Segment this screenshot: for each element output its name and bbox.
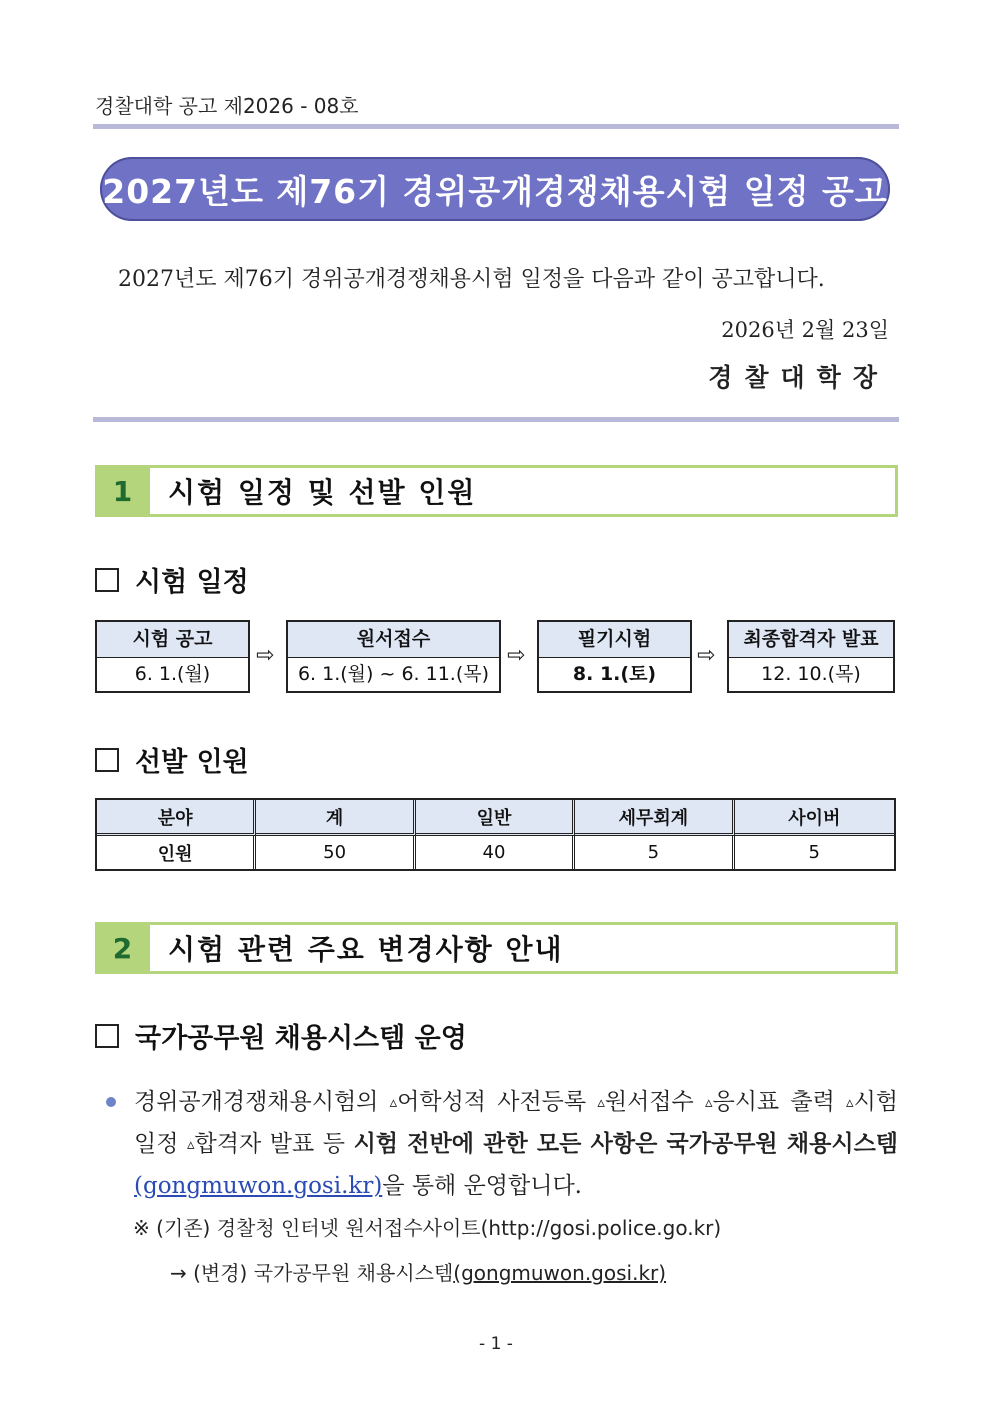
section-1-title: 시험 일정 및 선발 인원: [168, 476, 477, 509]
triangle-icon: ▵: [846, 1093, 854, 1111]
page-number: - 1 -: [479, 1334, 513, 1354]
note-previous-site: ※ (기존) 경찰청 인터넷 원서접수사이트(http://gosi.police.go.kr): [133, 1216, 722, 1240]
step-label: 최종합격자 발표: [729, 622, 893, 658]
top-divider: [93, 124, 899, 129]
table-header-cell: 계: [256, 800, 415, 836]
bullet-part2: 등: [314, 1131, 354, 1157]
table-cell: 인원: [97, 836, 256, 869]
step-final-announcement: [727, 620, 895, 693]
signer: 경찰대학장: [708, 363, 889, 392]
checkbox-square-icon: [95, 1024, 119, 1048]
notice-number: 경찰대학 공고 제2026 - 08호: [95, 94, 359, 118]
system-heading-text: 국가공무원 채용시스템 운영: [135, 1023, 467, 1054]
arrow-right-icon: ⇨: [507, 643, 526, 668]
triangle-icon: ▵: [187, 1135, 195, 1153]
gongmuwon-link[interactable]: (gongmuwon.gosi.kr): [134, 1173, 383, 1199]
bullet-item: 어학성적 사전등록: [397, 1089, 587, 1115]
bullet-dot-icon: [106, 1097, 116, 1107]
step-application: [286, 620, 501, 693]
step-label: 시험 공고: [97, 622, 248, 658]
bullet-part3: 을 통해 운영합니다.: [382, 1173, 582, 1199]
section-1-header: [95, 465, 898, 517]
system-heading: [95, 1016, 467, 1055]
step-value: 8. 1.(토): [539, 658, 690, 691]
table-cell: 5: [575, 836, 734, 869]
notice-date: 2026년 2월 23일: [721, 318, 889, 342]
step-announcement: [95, 620, 250, 693]
bullet-bold: 시험 전반에 관한 모든 사항은 국가공무원 채용시스템: [353, 1130, 899, 1157]
triangle-icon: ▵: [704, 1093, 713, 1111]
step-written-exam: [537, 620, 692, 693]
step-value: 6. 1.(월): [97, 658, 248, 691]
allocation-table: [95, 798, 896, 871]
note-new-prefix: → (변경) 국가공무원 채용시스템: [170, 1261, 454, 1285]
table-cell: 5: [808, 842, 820, 863]
bullet-item: 원서접수: [604, 1089, 694, 1115]
bullet-item: 합격자 발표: [194, 1131, 315, 1157]
triangle-icon: ▵: [389, 1093, 398, 1111]
note-new-site: [170, 1257, 666, 1286]
allocation-heading: [95, 740, 249, 779]
section-1-number: 1: [112, 474, 133, 508]
section-2-number-block: [95, 922, 150, 974]
step-value: 6. 1.(월) ~ 6. 11.(목): [288, 658, 499, 691]
bullet-paragraph: [108, 1081, 898, 1207]
section-2-title: 시험 관련 주요 변경사항 안내: [168, 933, 564, 966]
title-banner: [100, 157, 890, 221]
header-divider: [93, 417, 899, 422]
arrow-right-icon: ⇨: [697, 643, 716, 668]
table-header-cell: 세무회계: [575, 800, 734, 836]
bullet-item: 응시표 출력: [712, 1089, 835, 1115]
table-header-cell: 사이버: [735, 800, 894, 836]
page-title: 2027년도 제76기 경위공개경쟁채용시험 일정 공고: [102, 171, 888, 211]
section-2-header: [95, 922, 898, 974]
arrow-right-icon: ⇨: [256, 643, 275, 668]
allocation-heading-text: 선발 인원: [135, 747, 249, 778]
table-header-cell: 분야: [97, 800, 256, 836]
checkbox-square-icon: [95, 748, 119, 772]
section-1-number-block: [95, 465, 150, 517]
schedule-heading-text: 시험 일정: [135, 567, 249, 598]
gongmuwon-note-link[interactable]: (gongmuwon.gosi.kr): [453, 1261, 667, 1285]
intro-text: 2027년도 제76기 경위공개경쟁채용시험 일정을 다음과 같이 공고합니다.: [118, 267, 825, 292]
table-cell: 40: [416, 836, 575, 869]
step-label: 원서접수: [288, 622, 499, 658]
bullet-part1: 경위공개경쟁채용시험의: [134, 1089, 390, 1115]
step-value: 12. 10.(목): [729, 658, 893, 691]
section-2-number: 2: [112, 931, 133, 965]
table-row: [97, 836, 894, 869]
table-cell: 50: [256, 836, 415, 869]
triangle-icon: ▵: [597, 1093, 605, 1111]
checkbox-square-icon: [95, 568, 119, 592]
table-header-cell: 일반: [416, 800, 575, 836]
step-label: 필기시험: [539, 622, 690, 658]
table-header-row: [97, 800, 894, 836]
schedule-heading: [95, 560, 249, 599]
bullet-item: 시험 일정: [134, 1089, 898, 1157]
